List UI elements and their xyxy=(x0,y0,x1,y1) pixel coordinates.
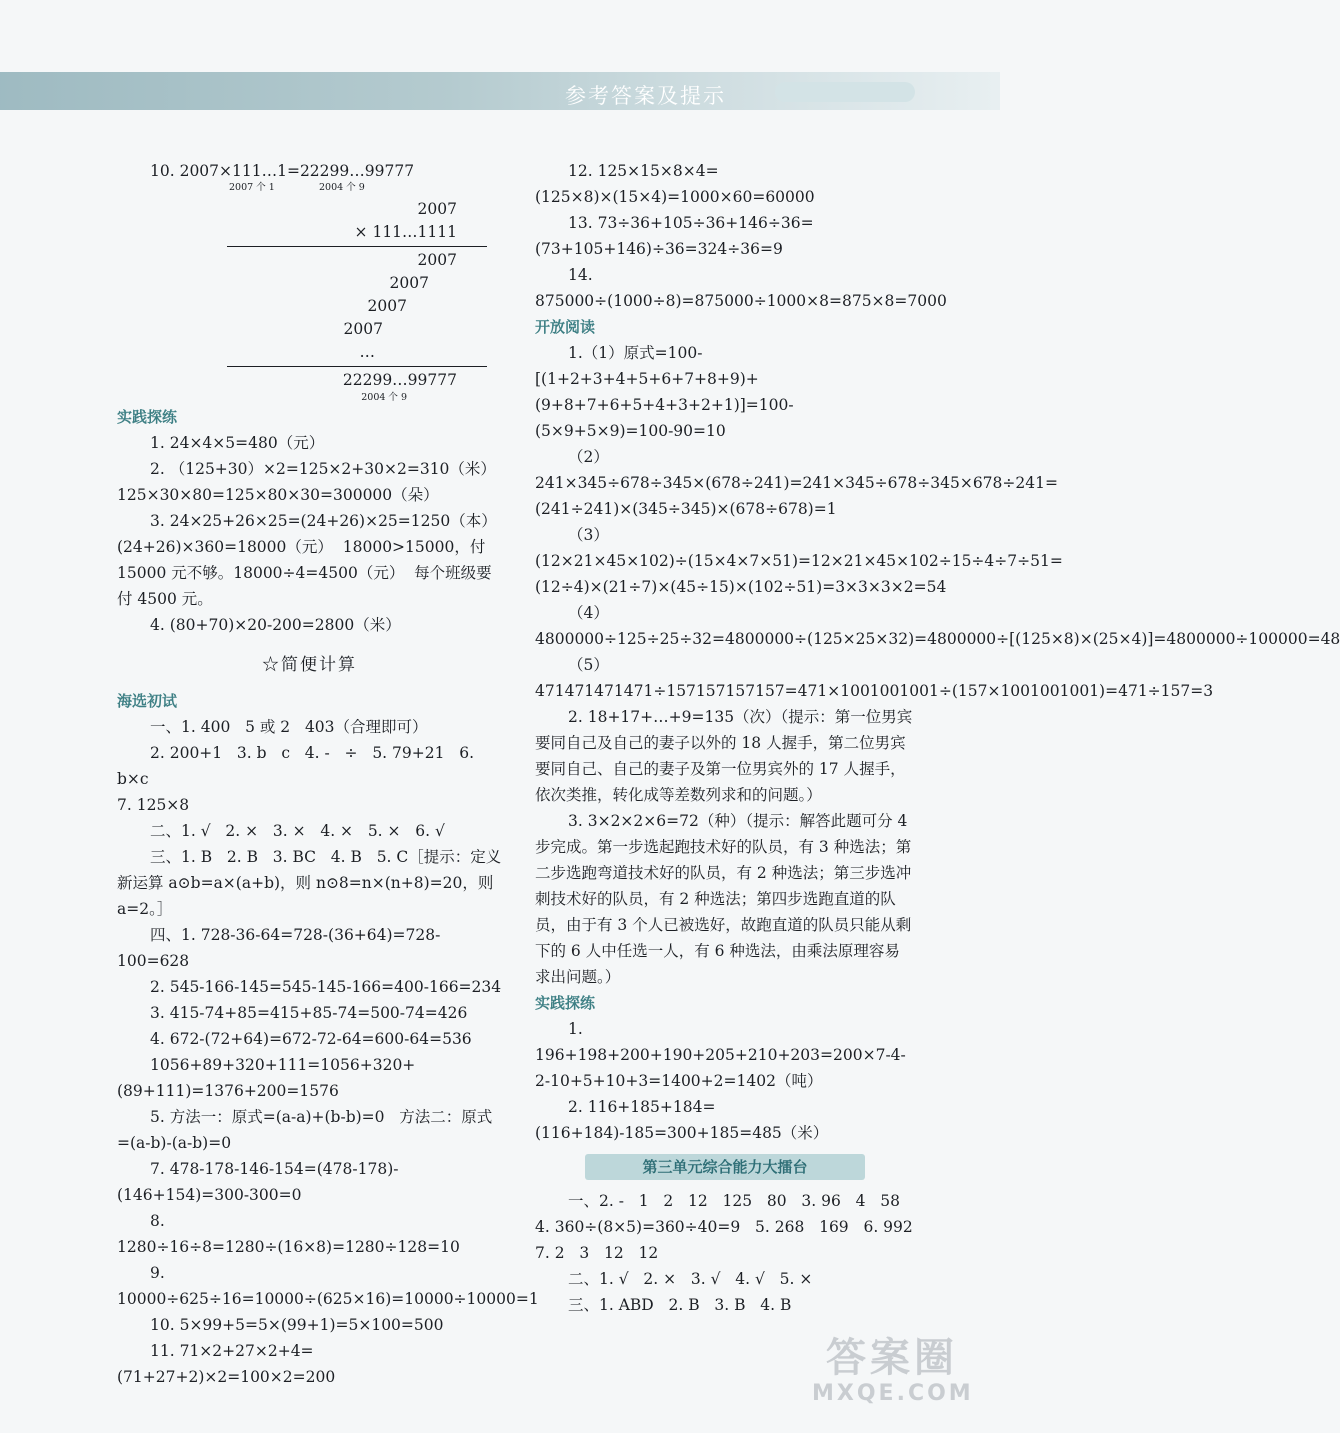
answer-line: 9. 10000÷625÷16=10000÷(625×16)=10000÷10000=1 xyxy=(117,1264,539,1308)
section-heading: 开放阅读 xyxy=(535,318,596,336)
section-heading: 实践探练 xyxy=(535,994,596,1012)
answer-line: 三、1. ABD 2. B 3. B 4. B xyxy=(568,1296,792,1314)
answer-line: 4. 360÷(8×5)=360÷40=9 5. 268 169 6. 992 xyxy=(535,1218,913,1236)
answer-line: 三、1. B 2. B 3. BC 4. B 5. C［提示：定义新运算 a⊙b=a×(a+b)，则 n⊙8=n×(n+8)=20，则 a=2。］ xyxy=(117,848,502,918)
answer-line: 一、2. - 1 2 12 125 80 3. 96 4 58 xyxy=(568,1192,900,1210)
answer-line: 4. (80+70)×20-200=2800（米） xyxy=(150,616,401,634)
calc-row: 2007 xyxy=(367,297,407,315)
answer-line: 1.（1）原式=100-[(1+2+3+4+5+6+7+8+9)+(9+8+7+6+5+4+3+2+1)]=100-(5×9+5×9)=100-90=10 xyxy=(535,344,794,440)
answer-line: 3. 415-74+85=415+85-74=500-74=426 xyxy=(150,1004,468,1022)
answer-line: 10. 5×99+5=5×(99+1)=5×100=500 xyxy=(150,1316,444,1334)
answer-line: 四、1. 728-36-64=728-(36+64)=728-100=628 xyxy=(117,926,441,970)
underbrace-label-1: 2007 个 1 xyxy=(229,182,275,193)
answer-line: （5）471471471471÷157157157157=471×1001001001÷(157×1001001001)=471÷157=3 xyxy=(535,656,1214,700)
underbrace-label-3: 2004 个 9 xyxy=(361,392,407,403)
vertical-multiplication xyxy=(227,198,487,404)
answer-line: 2. 18+17+…+9=135（次）（提示：第一位男宾要同自己及自己的妻子以外的 18 人握手，第二位男宾要同自己、自己的妻子及第一位男宾外的 17 人握手，依次类推，转化成等差数列求和的问题。） xyxy=(535,708,913,804)
problem-10-underbraces xyxy=(117,184,502,198)
answer-line: 7. 125×8 xyxy=(117,796,190,814)
calc-row: 2007 xyxy=(389,274,429,292)
answer-line: 3. 3×2×2×6=72（种）（提示：解答此题可分 4 步完成。第一步选起跑技术好的队员，有 3 种选法；第二步选跑弯道技术好的队员，有 2 种选法；第三步选冲刺技术好的队员，有 2 种选法；第四步选跑直道的队员，由于有 3 个人已被选好，故跑直道的队员只能从剩下的 6 人中任选一人，有 6 种选法，由乘法原理容易求出问题。） xyxy=(535,812,913,986)
section-heading: 海选初试 xyxy=(117,692,178,710)
answer-line: 14. 875000÷(1000÷8)=875000÷1000×8=875×8=7000 xyxy=(535,266,947,310)
answer-line: 5. 方法一：原式=(a-a)+(b-b)=0 方法二：原式=(a-b)-(a-b)=0 xyxy=(117,1108,493,1152)
watermark-bottom: MXQE.COM xyxy=(812,1381,974,1406)
watermark-logo xyxy=(812,1335,972,1407)
header-title: 参考答案及提示 xyxy=(565,84,726,108)
calc-row: 2007 xyxy=(417,200,457,218)
answer-line: 2. 116+185+184=(116+184)-185=300+185=485（米） xyxy=(535,1098,829,1142)
answer-line: 一、1. 400 5 或 2 403（合理即可） xyxy=(150,718,428,736)
answer-line: 2. （125+30）×2=125×2+30×2=310（米） xyxy=(150,460,496,478)
unit-band-title: 第三单元综合能力大擂台 xyxy=(585,1154,865,1180)
answer-line: 1056+89+320+111=1056+320+(89+111)=1376+200=1576 xyxy=(117,1056,416,1100)
answer-line: 125×30×80=125×80×30=300000（朵） xyxy=(117,486,439,504)
calc-rule xyxy=(227,366,487,367)
answer-line: 7. 478-178-146-154=(478-178)-(146+154)=300-300=0 xyxy=(117,1160,399,1204)
calc-rule xyxy=(227,246,487,247)
calc-row: 2007 xyxy=(417,251,457,269)
answer-line: 1. 196+198+200+190+205+210+203=200×7-4-2-10+5+10+3=1400+2=1402（吨） xyxy=(535,1020,906,1090)
answer-line: 2. 200+1 3. b c 4. - ÷ 5. 79+21 6. b×c xyxy=(117,744,479,788)
left-column xyxy=(117,158,539,1390)
calc-result: 22299…99777 xyxy=(342,371,457,389)
header-tag xyxy=(775,82,915,102)
answer-line: (24+26)×360=18000（元） 18000>15000，付15000 元不够。18000÷4=4500（元） 每个班级要付 4500 元。 xyxy=(117,538,492,608)
calc-row: … xyxy=(359,343,375,361)
answer-line: 二、1. √ 2. × 3. × 4. × 5. × 6. √ xyxy=(150,822,445,840)
answer-line: 7. 2 3 12 12 xyxy=(535,1244,659,1262)
answer-line: 12. 125×15×8×4=(125×8)×(15×4)=1000×60=60000 xyxy=(535,162,815,206)
answer-line: （4）4800000÷125÷25÷32=4800000÷(125×25×32)=4800000÷[(125×8)×(25×4)]=4800000÷100000=48 xyxy=(535,604,1340,648)
answer-line: （2）241×345÷678÷345×(678÷241)=241×345÷678÷345×678÷241=(241÷241)×(345÷345)×(678÷678)=1 xyxy=(535,448,1058,518)
calc-row: 2007 xyxy=(343,320,383,338)
answer-line: 4. 672-(72+64)=672-72-64=600-64=536 xyxy=(150,1030,472,1048)
problem-10-line: 10. 2007×111…1=22299…99777 xyxy=(150,162,415,180)
answer-line: （3）(12×21×45×102)÷(15×4×7×51)=12×21×45×102÷15÷4÷7÷51=(12÷4)×(21÷7)×(45÷15)×(102÷51)=3×3×3×2=54 xyxy=(535,526,1063,596)
calc-row: × 111…1111 xyxy=(354,223,457,241)
watermark-top: 答案圈 xyxy=(826,1335,958,1381)
answer-line: 3. 24×25+26×25=(24+26)×25=1250（本） xyxy=(150,512,497,530)
answer-line: 11. 71×2+27×2+4=(71+27+2)×2=100×2=200 xyxy=(117,1342,336,1386)
underbrace-label-2: 2004 个 9 xyxy=(319,182,365,193)
answer-line: 1. 24×4×5=480（元） xyxy=(150,434,325,452)
chapter-title: ☆简便计算 xyxy=(262,655,357,675)
answer-line: 二、1. √ 2. × 3. √ 4. √ 5. × xyxy=(568,1270,813,1288)
section-heading: 实践探练 xyxy=(117,408,178,426)
answer-line: 8. 1280÷16÷8=1280÷(16×8)=1280÷128=10 xyxy=(117,1212,460,1256)
answer-line: 2. 545-166-145=545-145-166=400-166=234 xyxy=(150,978,502,996)
right-column xyxy=(535,158,1340,1318)
answer-line: 13. 73÷36+105÷36+146÷36=(73+105+146)÷36=324÷36=9 xyxy=(535,214,814,258)
